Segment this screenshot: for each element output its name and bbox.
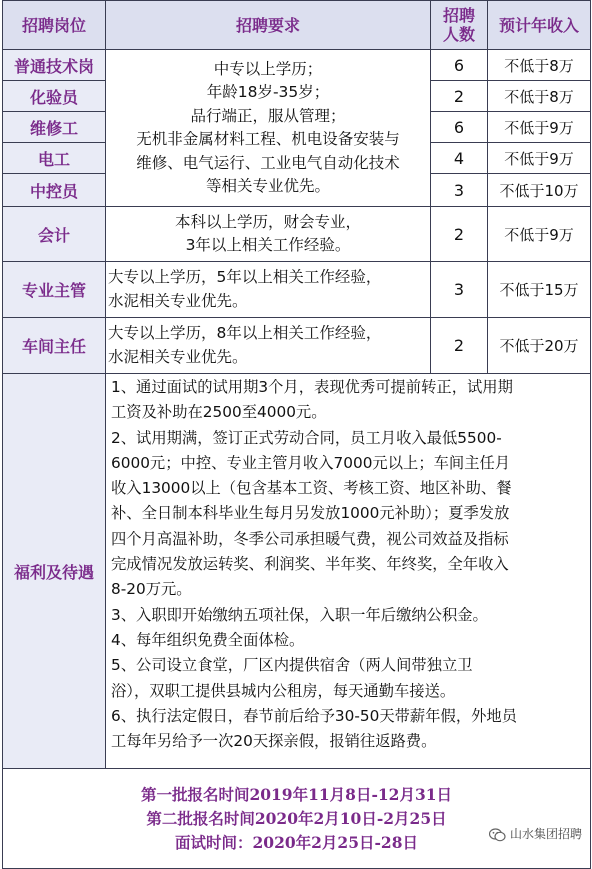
income-cell: 不低于9万 xyxy=(488,143,591,174)
requirements-cell xyxy=(106,318,431,374)
count-cell: 6 xyxy=(431,50,488,81)
registration-batch-2: 第二批报名时间2020年2月10日-2月25日 xyxy=(146,809,447,828)
requirement-line: 本科以上学历，财会专业， xyxy=(174,212,361,231)
position-cell: 电工 xyxy=(3,143,106,174)
benefit-line: 8-20万元。 xyxy=(111,580,192,599)
watermark xyxy=(489,822,582,846)
requirement-line: 年龄18岁-35岁； xyxy=(206,83,330,101)
interview-time: 面试时间：2020年2月25日-28日 xyxy=(175,833,418,852)
benefit-line: 4、每年组织免费全面体检。 xyxy=(111,630,305,649)
benefit-line: 工每年另给予一次20天探亲假，报销往返路费。 xyxy=(111,732,437,751)
count-cell: 2 xyxy=(431,207,488,262)
header-income: 预计年收入 xyxy=(488,1,591,50)
count-cell: 2 xyxy=(431,318,488,374)
benefit-line: 6000元；中控、专业主管月收入7000元以上；车间主任月 xyxy=(111,453,511,472)
position-cell: 普通技术岗 xyxy=(3,50,106,81)
requirement-line: 3年以上相关工作经验。 xyxy=(185,236,351,254)
income-cell: 不低于20万 xyxy=(488,318,591,374)
wechat-icon xyxy=(489,828,506,842)
count-cell: 6 xyxy=(431,112,488,143)
benefit-line: 四个月高温补助，冬季公司承担暖气费，视公司效益及指标 xyxy=(111,529,509,548)
benefits-text xyxy=(106,374,591,769)
requirement-line: 大专以上学历，8年以上相关工作经验， xyxy=(108,324,382,342)
benefit-line: 收入13000以上（包含基本工资、考核工资、地区补助、餐 xyxy=(111,479,512,498)
income-cell: 不低于10万 xyxy=(488,174,591,207)
count-cell: 3 xyxy=(431,174,488,207)
benefit-line: 3、入职即开始缴纳五项社保，入职一年后缴纳公积金。 xyxy=(111,605,488,624)
header-row xyxy=(3,1,591,50)
count-cell: 2 xyxy=(431,81,488,112)
benefit-line: 2、试用期满，签订正式劳动合同，员工月收入最低5500- xyxy=(111,428,502,447)
income-cell: 不低于9万 xyxy=(488,112,591,143)
requirement-line: 水泥相关专业优先。 xyxy=(108,347,248,366)
income-cell: 不低于8万 xyxy=(488,50,591,81)
requirement-line: 中专以上学历； xyxy=(213,59,323,78)
watermark-text: 山水集团招聘 xyxy=(509,827,582,841)
requirement-line: 等相关专业优先。 xyxy=(205,177,330,195)
benefit-line: 补、全日制本科毕业生每月另发放1000元补助）；夏季发放 xyxy=(111,504,510,523)
benefit-line: 1、通过面试的试用期3个月，表现优秀可提前转正，试用期 xyxy=(111,378,513,396)
requirement-line: 水泥相关专业优先。 xyxy=(108,291,248,310)
header-position: 招聘岗位 xyxy=(3,1,106,50)
position-cell: 专业主管 xyxy=(3,262,106,318)
income-cell: 不低于15万 xyxy=(488,262,591,318)
table-row xyxy=(3,262,591,318)
benefit-line: 浴），双职工提供县城内公租房，每天通勤车接送。 xyxy=(111,681,456,700)
requirement-line: 品行端正，服从管理； xyxy=(190,106,346,125)
income-cell: 不低于8万 xyxy=(488,81,591,112)
registration-info xyxy=(3,769,591,869)
requirements-group-cell xyxy=(106,50,431,207)
position-cell: 中控员 xyxy=(3,174,106,207)
requirements-cell xyxy=(106,207,431,262)
position-cell: 维修工 xyxy=(3,112,106,143)
requirement-line: 大专以上学历，5年以上相关工作经验， xyxy=(108,268,382,286)
position-cell: 化验员 xyxy=(3,81,106,112)
table-row xyxy=(3,50,591,81)
table-row xyxy=(3,207,591,262)
count-cell: 3 xyxy=(431,262,488,318)
benefit-line: 工资及补助在2500至4000元。 xyxy=(111,403,327,422)
table-row xyxy=(3,318,591,374)
position-cell: 车间主任 xyxy=(3,318,106,374)
benefits-label: 福利及待遇 xyxy=(3,374,106,769)
income-cell: 不低于9万 xyxy=(488,207,591,262)
requirements-cell xyxy=(106,262,431,318)
recruitment-table xyxy=(2,0,591,869)
position-cell: 会计 xyxy=(3,207,106,262)
benefit-line: 5、公司设立食堂，厂区内提供宿舍（两人间带独立卫 xyxy=(111,656,473,675)
count-cell: 4 xyxy=(431,143,488,174)
requirement-line: 无机非金属材料工程、机电设备安装与 xyxy=(136,130,400,148)
benefit-line: 完成情况发放运转奖、利润奖、半年奖、年终奖，全年收入 xyxy=(111,555,509,574)
requirement-line: 维修、电气运行、工业电气自动化技术 xyxy=(136,153,400,172)
registration-batch-1: 第一批报名时间2019年11月8日-12月31日 xyxy=(140,785,453,804)
footer-row xyxy=(3,769,591,869)
benefit-line: 6、执行法定假日，春节前后给予30-50天带薪年假，外地员 xyxy=(111,706,518,725)
header-count: 招聘人数 xyxy=(431,1,488,50)
header-requirements: 招聘要求 xyxy=(106,1,431,50)
benefits-row xyxy=(3,374,591,769)
